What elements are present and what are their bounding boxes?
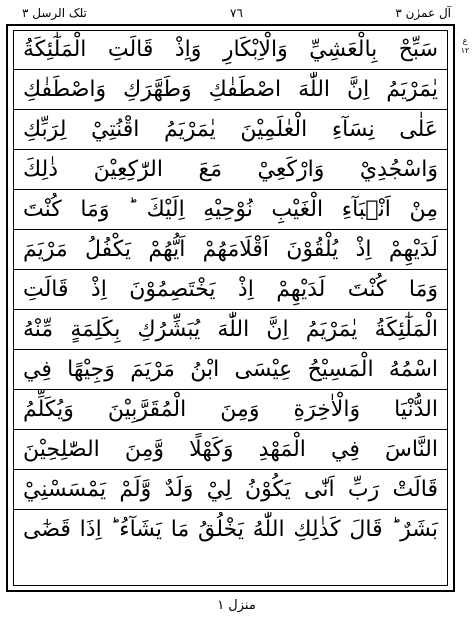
text-line-6: لَدَيْهِمْ اِذْ يُلْقُوْنَ اَقْلَامَهُمْ اَيُّهُمْ يَكْفُلُ مَرْيَمَ <box>13 230 448 270</box>
page-number: ٧٦ <box>230 6 243 20</box>
text-line-1: سَبِّحْ بِالْعَشِيِّ وَالْاِبْكَارِ وَاِذْ قَالَتِ الْمَلٰٓئِكَةُ <box>13 30 448 70</box>
text-line-13: بَشَرٌ ؕ قَالَ كَذٰلِكِ اللّٰهُ يَخْلُقُ مَا يَشَآءُ ؕ اِذَا قَضٰٓى <box>23 517 438 542</box>
text-line-10: الدُّنْيَا وَالْاٰخِرَةِ وَمِنَ الْمُقَرَّبِيْنَ وَيُكَلِّمُ <box>13 390 448 430</box>
text-line-11: النَّاسَ فِي الْمَهْدِ وَكَهْلًا وَّمِنَ الصّٰلِحِيْنَ <box>13 430 448 470</box>
ruku-marker <box>459 36 471 56</box>
ruku-letter: ع <box>462 36 468 45</box>
text-line-9: اسْمُهُ الْمَسِيْحُ عِيْسَى ابْنُ مَرْيَمَ وَجِيْهًا فِي <box>13 350 448 390</box>
text-line-12: قَالَتْ رَبِّ اَنّٰى يَكُوْنُ لِيْ وَلَدٌ وَّلَمْ يَمْسَسْنِيْ <box>13 470 448 510</box>
surah-name: آل عمرٰن ٣ <box>395 6 451 20</box>
manzil-footer: منزل ۱ <box>217 598 256 613</box>
juz-name: تلک الرسل ٣ <box>22 6 87 20</box>
text-line-3: عَلٰى نِسَآءِ الْعٰلَمِيْنَ يٰمَرْيَمُ اقْنُتِيْ لِرَبِّكِ <box>13 110 448 150</box>
page-header <box>18 2 455 24</box>
text-line-5: مِنْ اَنْۢبَآءِ الْغَيْبِ نُوْحِيْهِ اِلَيْكَ ؕ وَمَا كُنْتَ <box>13 190 448 230</box>
text-line-8: الْمَلٰٓئِكَةُ يٰمَرْيَمُ اِنَّ اللّٰهَ يُبَشِّرُكِ بِكَلِمَةٍ مِّنْهُ <box>13 310 448 350</box>
text-line-4: وَاسْجُدِيْ وَارْكَعِيْ مَعَ الرّٰكِعِيْنَ ذٰلِكَ <box>13 150 448 190</box>
text-line-7: وَمَا كُنْتَ لَدَيْهِمْ اِذْ يَخْتَصِمُوْنَ اِذْ قَالَتِ <box>13 270 448 310</box>
text-line-2: يٰمَرْيَمُ اِنَّ اللّٰهَ اصْطَفٰكِ وَطَهَّرَكِ وَاصْطَفٰكِ <box>13 70 448 110</box>
ruku-number: ۱۲ <box>460 46 470 55</box>
